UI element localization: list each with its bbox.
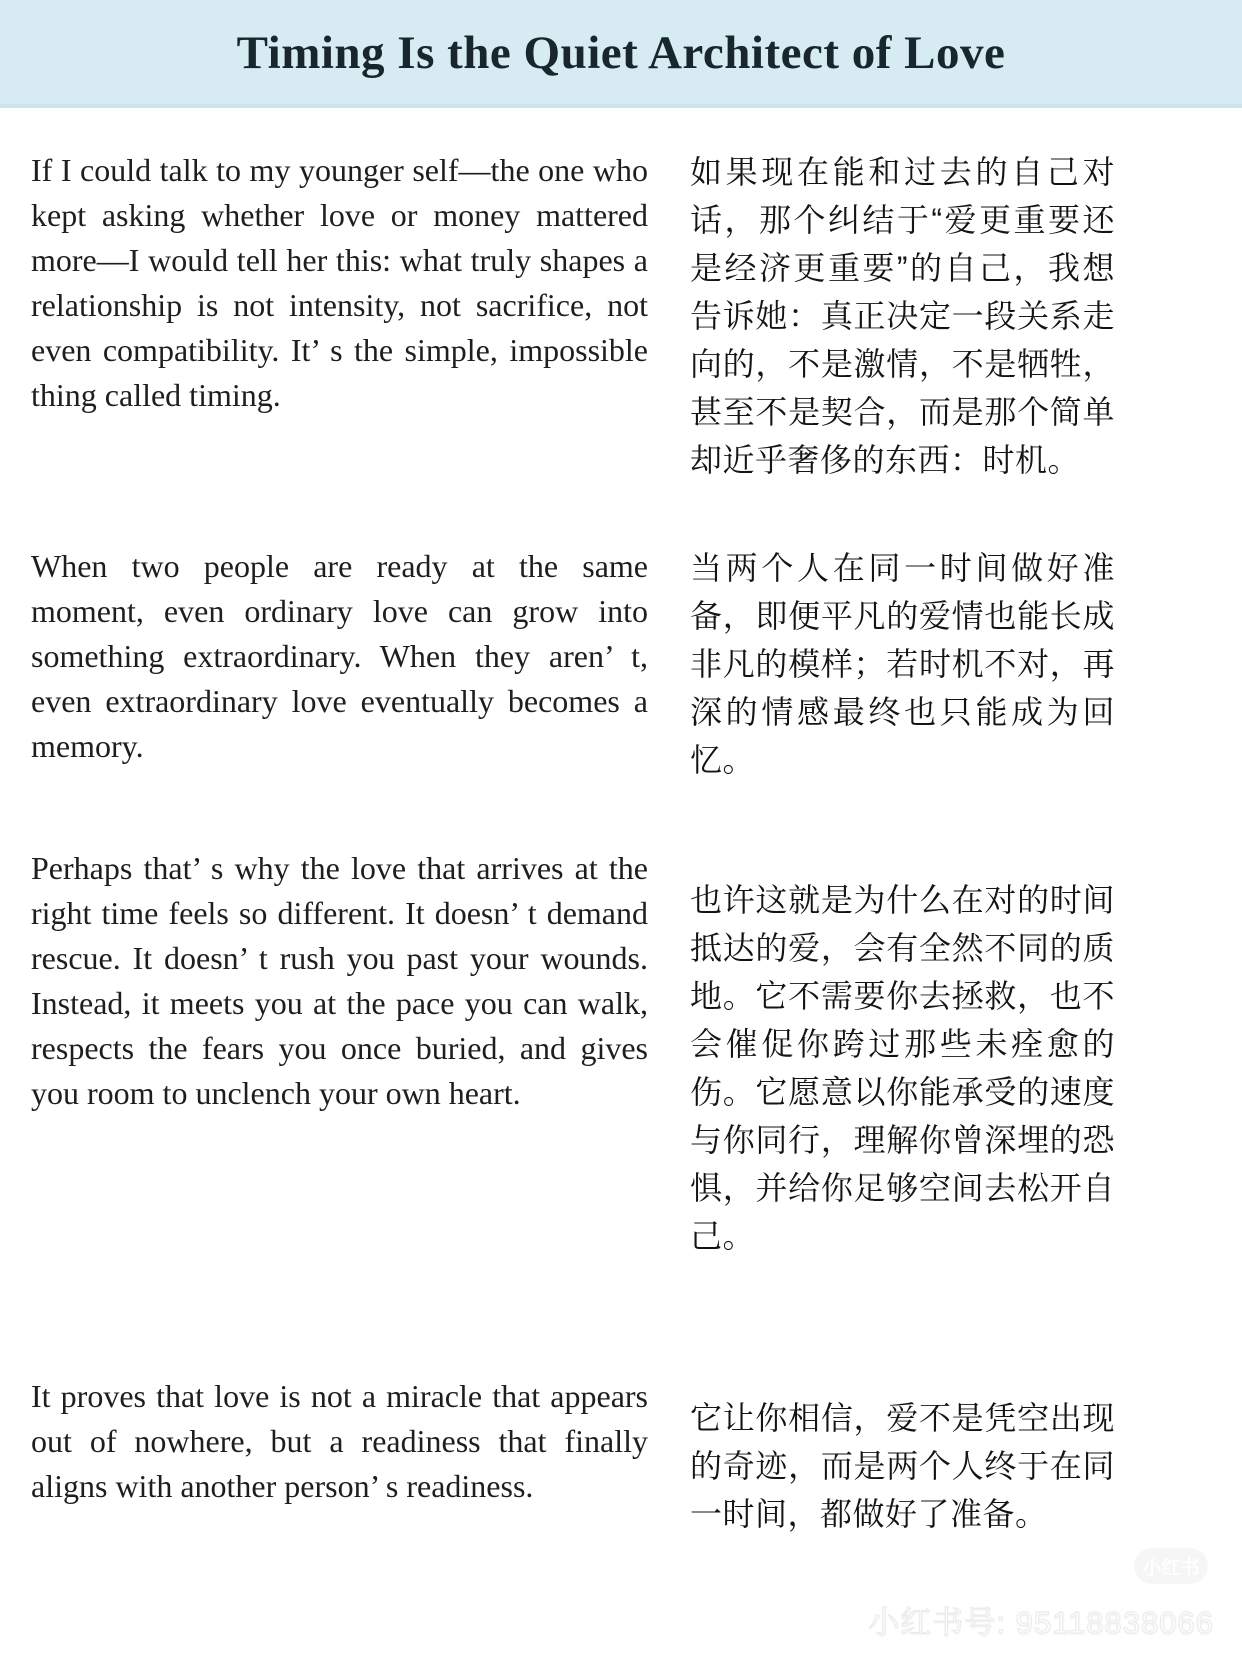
paragraph-row — [31, 148, 1242, 484]
english-paragraph: If I could talk to my younger self—the one who kept asking whether love or money mattered more—I would tell her this: what truly shapes a relationship is not intensity, not sacrifice, not even compatibility. It’ s the simple, impossible thing called timing. — [31, 152, 648, 413]
chinese-translation-paragraph: 如果现在能和过去的自己对话，那个纠结于“爱更重要还是经济更重要”的自己，我想告诉她：真正决定一段关系走向的，不是激情，不是牺牲，甚至不是契合，而是那个简单却近乎奢侈的东西：时机。 — [690, 154, 1115, 478]
chinese-translation-paragraph: 也许这就是为什么在对的时间抵达的爱，会有全然不同的质地。它不需要你去拯救，也不会催促你跨过那些未痊愈的伤。它愿意以你能承受的速度与你同行，理解你曾深埋的恐惧，并给你足够空间去松开自己。 — [690, 882, 1115, 1254]
chinese-translation-paragraph: 它让你相信，爱不是凭空出现的奇迹，而是两个人终于在同一时间，都做好了准备。 — [690, 1400, 1115, 1532]
english-paragraph: Perhaps that’ s why the love that arrives at the right time feels so different. It doesn’ t demand rescue. It doesn’ t rush you past your wounds. Instead, it meets you at the pace you can walk, respects the fears you once buried, and gives you room to unclench your own heart. — [31, 850, 648, 1111]
xiaohongshu-id-watermark: 小红书号: 95118838066 — [868, 1605, 1214, 1640]
english-paragraph: When two people are ready at the same moment, even ordinary love can grow into something extraordinary. When they aren’ t, even extraordinary love eventually becomes a memory. — [31, 548, 648, 764]
page-title: Timing Is the Quiet Architect of Love — [236, 27, 1006, 79]
paragraph-row — [31, 1374, 1242, 1538]
page-header — [0, 0, 1242, 108]
english-paragraph: It proves that love is not a miracle that appears out of nowhere, but a readiness that finally aligns with another person’ s readiness. — [31, 1378, 648, 1504]
bilingual-content — [0, 108, 1242, 1538]
paragraph-row — [31, 846, 1242, 1260]
paragraph-row — [31, 544, 1242, 784]
xiaohongshu-logo-text: 小红书 — [1142, 1557, 1200, 1579]
chinese-translation-paragraph: 当两个人在同一时间做好准备，即便平凡的爱情也能长成非凡的模样；若时机不对，再深的情感最终也只能成为回忆。 — [690, 550, 1115, 778]
xiaohongshu-badge — [1134, 1548, 1208, 1584]
